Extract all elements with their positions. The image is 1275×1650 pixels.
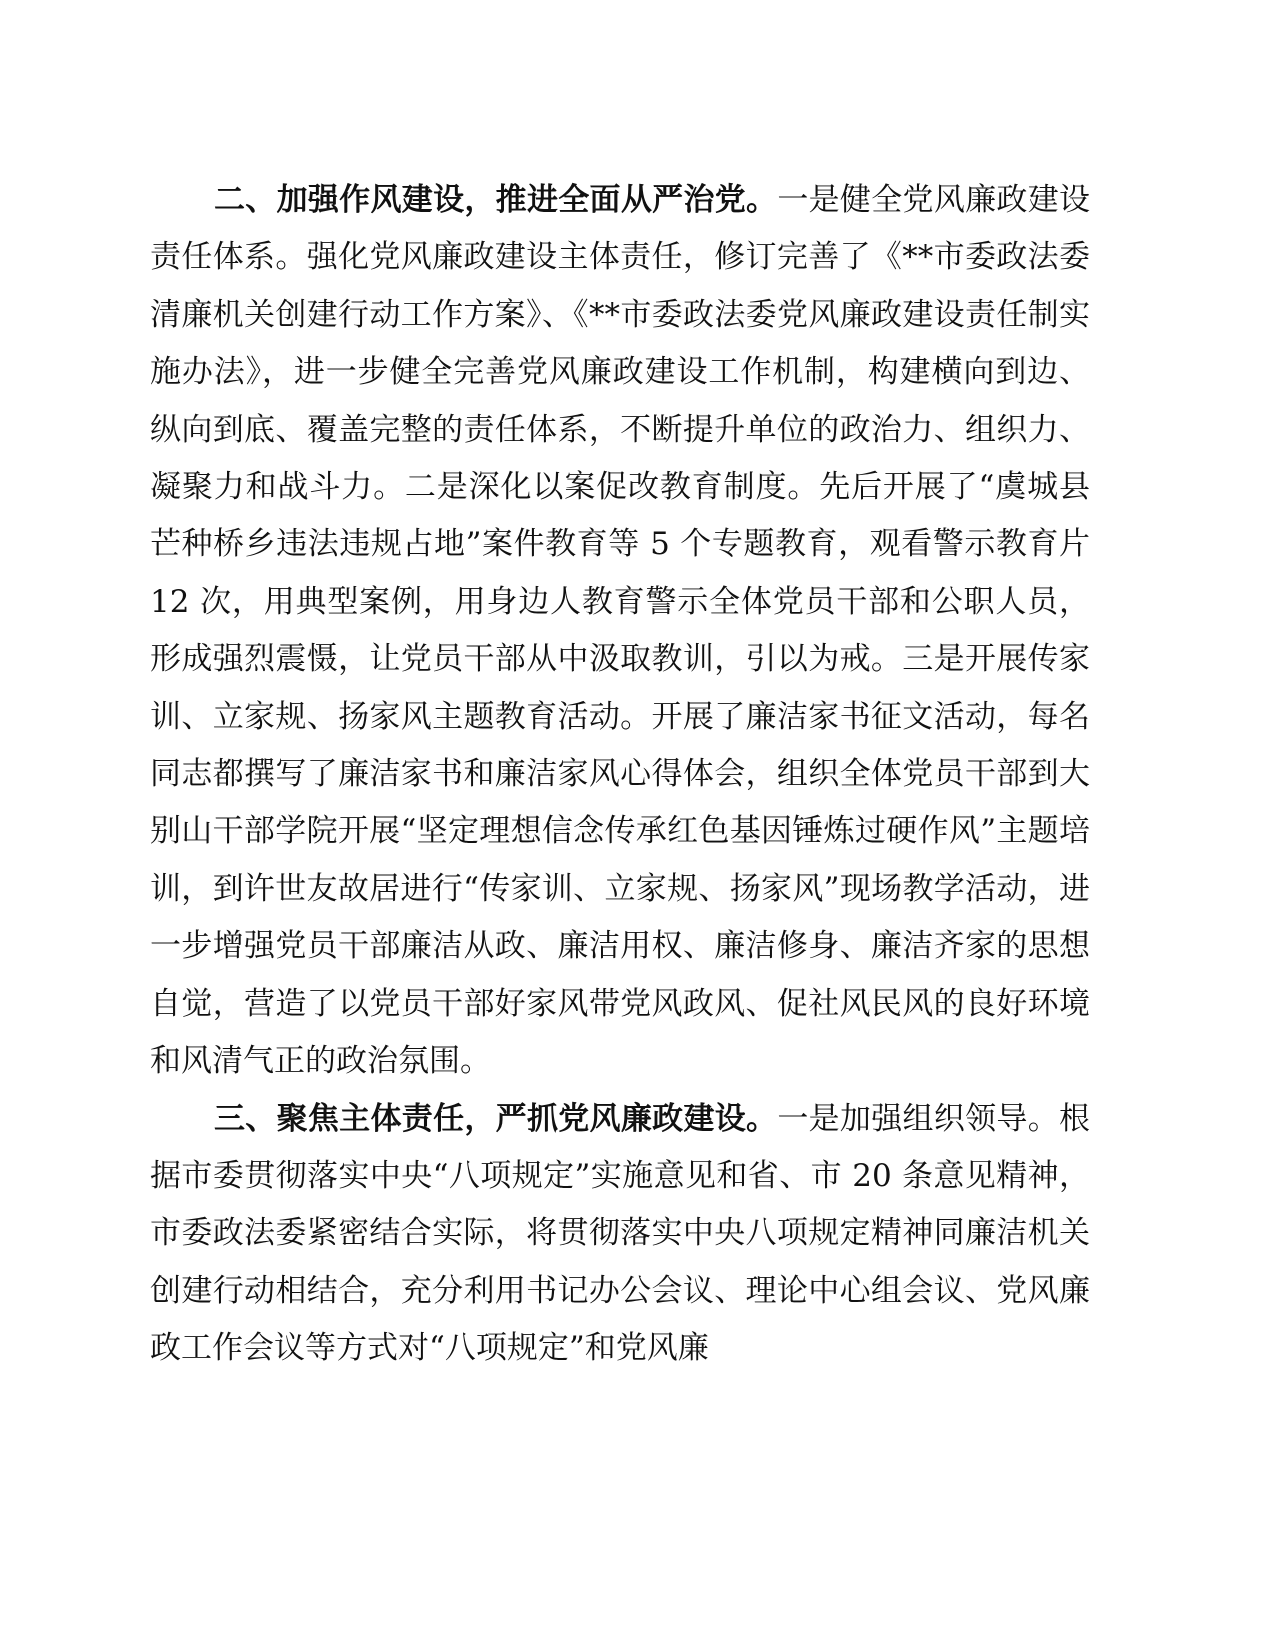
section-three-paragraph <box>150 1091 1090 1378</box>
section-two-paragraph <box>150 172 1090 1091</box>
section-three-body: 一是加强组织领导。根据市委贯彻落实中央“八项规定”实施意见和省、市 20 条意见精神，市委政法委紧密结合实际，将贯彻落实中央八项规定精神同廉洁机关创建行动相结合，充分利用书记办公会议、理论中心组会议、党风廉政工作会议等方式对“八项规定”和党风廉 <box>150 1100 1091 1367</box>
section-two-body: 一是健全党风廉政建设责任体系。强化党风廉政建设主体责任，修订完善了《**市委政法委清廉机关创建行动工作方案》、《**市委政法委党风廉政建设责任制实施办法》，进一步健全完善党风廉政建设工作机制，构建横向到边、纵向到底、覆盖完整的责任体系，不断提升单位的政治力、组织力、凝聚力和战斗力。二是深化以案促改教育制度。先后开展了“虞城县芒种桥乡违法违规占地”案件教育等 5 个专题教育，观看警示教育片 12 次，用典型案例，用身边人教育警示全体党员干部和公职人员，形成强烈震慑，让党员干部从中汲取教训，引以为戒。三是开展传家训、立家规、扬家风主题教育活动。开展了廉洁家书征文活动，每名同志都撰写了廉洁家书和廉洁家风心得体会，组织全体党员干部到大别山干部学院开展“坚定理想信念传承红色基因锤炼过硬作风”主题培训，到许世友故居进行“传家训、立家规、扬家风”现场教学活动，进一步增强党员干部廉洁从政、廉洁用权、廉洁修身、廉洁齐家的思想自觉，营造了以党员干部好家风带党风政风、促社风民风的良好环境和风清气正的政治氛围。 <box>150 182 1091 1080</box>
document-page <box>150 172 1090 1378</box>
section-three-heading: 三、聚焦主体责任，严抓党风廉政建设。 <box>214 1100 778 1137</box>
section-two-heading: 二、加强作风建设，推进全面从严治党。 <box>214 182 778 218</box>
